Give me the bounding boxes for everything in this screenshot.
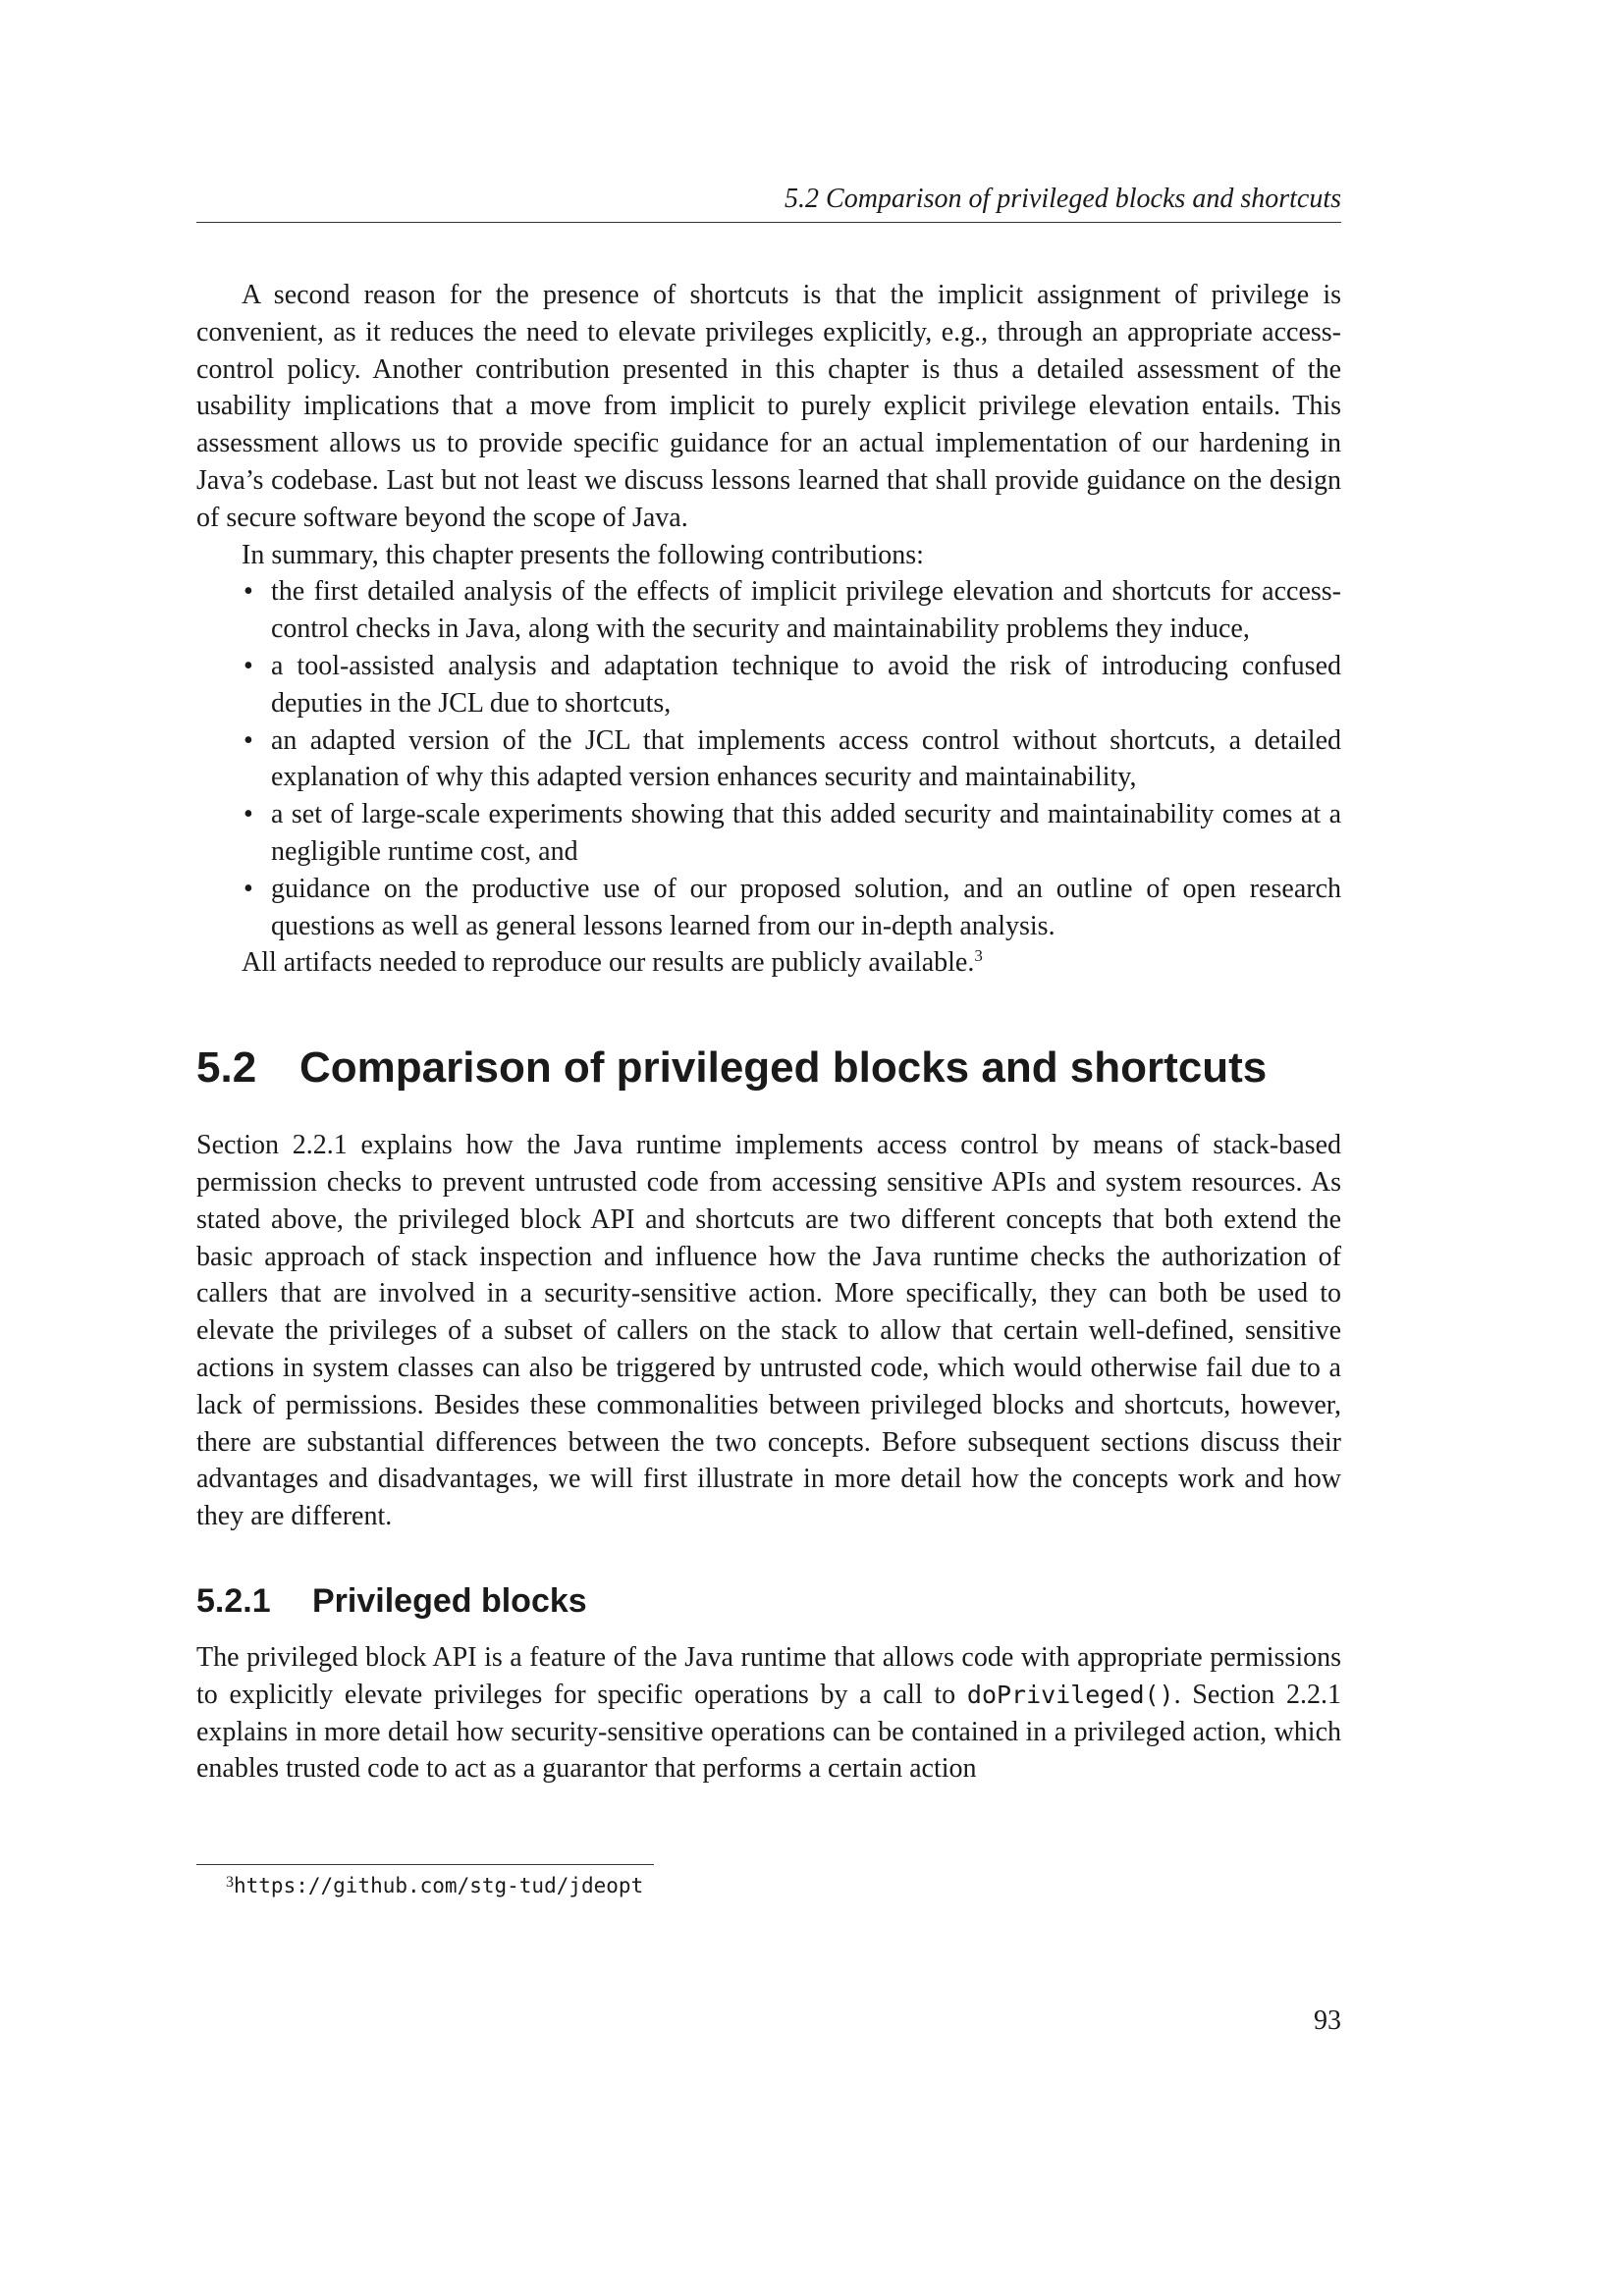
list-item bbox=[196, 871, 1341, 945]
intro-paragraph: A second reason for the presence of shortcuts is that the implicit assignment of privilege is convenient, as it reduces the need to elevate privileges explicitly, e.g., through an appropriate access-control policy. Another contribution presented in this chapter is thus a detailed assessment of the usability implications that a move from implicit to purely explicit privilege elevation entails. This assessment allows us to provide specific guidance for an actual implementation of our hardening in Java’s codebase. Last but not least we discuss lessons learned that shall provide guidance on the design of secure software beyond the scope of Java. bbox=[196, 280, 1341, 533]
bullet-icon: • bbox=[244, 873, 253, 904]
subsection-text-part2: . Section 2.2.1 explains in more detail how security-sensitive operations can be contained in a privileged action, which enables trusted code to act as a guarantor that performs a certain action bbox=[196, 1679, 1341, 1785]
bullet-icon: • bbox=[244, 650, 253, 681]
list-item bbox=[196, 648, 1341, 722]
artifacts-paragraph bbox=[196, 944, 1341, 982]
page-number: 93 bbox=[1314, 2005, 1341, 2036]
bullet-icon: • bbox=[244, 724, 253, 756]
list-item-text: a set of large-scale experiments showing that this added security and maintainability comes at a negligible runtime cost, and bbox=[271, 799, 1341, 867]
body-text bbox=[196, 277, 1341, 1788]
footnote bbox=[226, 1871, 643, 1900]
list-item bbox=[196, 722, 1341, 797]
subsection-number: 5.2.1 bbox=[196, 1581, 271, 1620]
bullet-icon: • bbox=[244, 576, 253, 608]
footnote-divider bbox=[196, 1864, 654, 1865]
section-heading bbox=[196, 1042, 1341, 1094]
section-paragraph: Section 2.2.1 explains how the Java runtime implements access control by means of stack-based permission checks to prevent untrusted code from accessing sensitive APIs and system resources. As stated above, the privileged block API and shortcuts are two different concepts that both extend the basic approach of stack inspection and influence how the Java runtime checks the authorization of callers that are involved in a security-sensitive action. More specifically, they can both be used to elevate the privileges of a subset of callers on the stack to allow that certain well-defined, sensitive actions in system classes can also be triggered by untrusted code, which would otherwise fail due to a lack of permissions. Besides these commonalities between privileged blocks and shortcuts, however, there are substantial differences between the two concepts. Before subsequent sections discuss their advantages and disadvantages, we will first illustrate in more detail how the concepts work and how they are different. bbox=[196, 1130, 1341, 1532]
footnote-url[interactable]: https://github.com/stg-tud/jdeopt bbox=[234, 1874, 644, 1897]
running-header: 5.2 Comparison of privileged blocks and shortcuts bbox=[196, 183, 1341, 223]
list-item-text: the first detailed analysis of the effects of implicit privilege elevation and shortcuts for access-control checks in Java, along with the security and maintainability problems they induce, bbox=[271, 576, 1341, 645]
section-number: 5.2 bbox=[196, 1043, 257, 1093]
section-title: Comparison of privileged blocks and shortcuts bbox=[299, 1043, 1268, 1093]
subsection-title: Privileged blocks bbox=[312, 1581, 587, 1620]
subsection-paragraph bbox=[196, 1639, 1341, 1788]
inline-code: doPrivileged() bbox=[966, 1680, 1174, 1709]
bullet-icon: • bbox=[244, 799, 253, 830]
subsection-heading bbox=[196, 1580, 1341, 1622]
footnote-reference[interactable]: 3 bbox=[974, 946, 983, 966]
summary-lead: In summary, this chapter presents the following contributions: bbox=[242, 539, 924, 570]
page bbox=[196, 0, 1341, 2296]
footnote-mark: 3 bbox=[226, 1874, 234, 1891]
list-item-text: a tool-assisted analysis and adaptation technique to avoid the risk of introducing confused deputies in the JCL due to shortcuts, bbox=[271, 650, 1341, 719]
list-item bbox=[196, 796, 1341, 871]
artifacts-text: All artifacts needed to reproduce our results are publicly available. bbox=[242, 947, 975, 979]
list-item-text: guidance on the productive use of our proposed solution, and an outline of open research questions as well as general lessons learned from our in-depth analysis. bbox=[271, 873, 1341, 941]
subsection-text-part1: The privileged block API is a feature of the Java runtime that allows code with appropriate permissions to explicitly elevate privileges for specific operations by a call to bbox=[196, 1641, 1341, 1710]
contributions-list bbox=[196, 573, 1341, 944]
list-item-text: an adapted version of the JCL that implements access control without shortcuts, a detailed explanation of why this adapted version enhances security and maintainability, bbox=[271, 724, 1341, 793]
list-item bbox=[196, 573, 1341, 648]
